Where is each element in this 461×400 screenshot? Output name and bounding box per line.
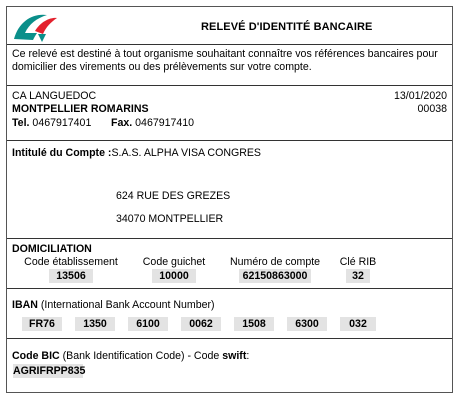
logo-green-stem — [38, 34, 46, 42]
account-label: Intitulé du Compte : — [12, 147, 112, 159]
cle-rib-value: 32 — [346, 269, 370, 283]
swift-label: swift — [222, 350, 247, 362]
bic-label: Code BIC — [12, 350, 60, 362]
bic-value: AGRIFRPP835 — [13, 365, 86, 377]
header-code-guichet: Code guichet — [142, 256, 206, 268]
numero-compte-value: 62150863000 — [239, 269, 311, 283]
divider — [7, 140, 452, 141]
divider — [7, 85, 452, 86]
logo-red-shape — [35, 18, 57, 34]
fax-number: 0467917410 — [135, 117, 195, 129]
tel-label: Tel. — [12, 117, 30, 129]
bic-description: (Bank Identification Code) - Code — [62, 350, 220, 362]
fax-label: Fax. — [111, 117, 133, 129]
iban-group: 1508 — [234, 317, 274, 331]
divider — [7, 288, 452, 289]
intro-text: Ce relevé est destiné à tout organisme souhaitant connaître vos références bancaires pour domicilier des virements ou des prélèvements sur votre compte. — [12, 48, 438, 73]
document-header — [7, 7, 452, 44]
address-line-2: 34070 MONTPELLIER — [116, 213, 224, 225]
branch-name: MONTPELLIER ROMARINS — [12, 103, 149, 115]
iban-group: 0062 — [181, 317, 221, 331]
iban-group: 6300 — [287, 317, 327, 331]
branch-code: 00038 — [417, 103, 447, 115]
document-title: RELEVÉ D'IDENTITÉ BANCAIRE — [201, 21, 373, 33]
iban-group: 032 — [340, 317, 376, 331]
fax-line — [111, 117, 194, 129]
header-numero-compte: Numéro de compte — [229, 256, 321, 268]
credit-agricole-logo — [11, 9, 59, 43]
iban-group: 6100 — [128, 317, 168, 331]
address-line-1: 624 RUE DES GREZES — [116, 190, 231, 202]
divider — [7, 338, 452, 339]
divider — [7, 44, 452, 45]
iban-heading — [12, 299, 215, 311]
iban-group: 1350 — [75, 317, 115, 331]
account-holder: S.A.S. ALPHA VISA CONGRES — [111, 147, 262, 159]
iban-description: (International Bank Account Number) — [40, 299, 215, 311]
rib-document — [6, 6, 453, 393]
bank-name: CA LANGUEDOC — [12, 90, 97, 102]
tel-number: 0467917401 — [32, 117, 92, 129]
document-date: 13/01/2020 — [393, 90, 447, 102]
phone-line — [12, 117, 91, 129]
code-etablissement-value: 13506 — [49, 269, 93, 283]
code-guichet-value: 10000 — [152, 269, 196, 283]
divider — [7, 238, 452, 239]
bic-colon: : — [246, 350, 250, 362]
iban-label: IBAN — [12, 299, 38, 311]
bic-heading — [12, 350, 249, 362]
iban-group: FR76 — [22, 317, 62, 331]
header-cle-rib: Clé RIB — [339, 256, 377, 268]
account-holder-line — [12, 147, 261, 159]
header-code-etablissement: Code établissement — [24, 256, 118, 268]
domiciliation-heading: DOMICILIATION — [12, 243, 92, 255]
